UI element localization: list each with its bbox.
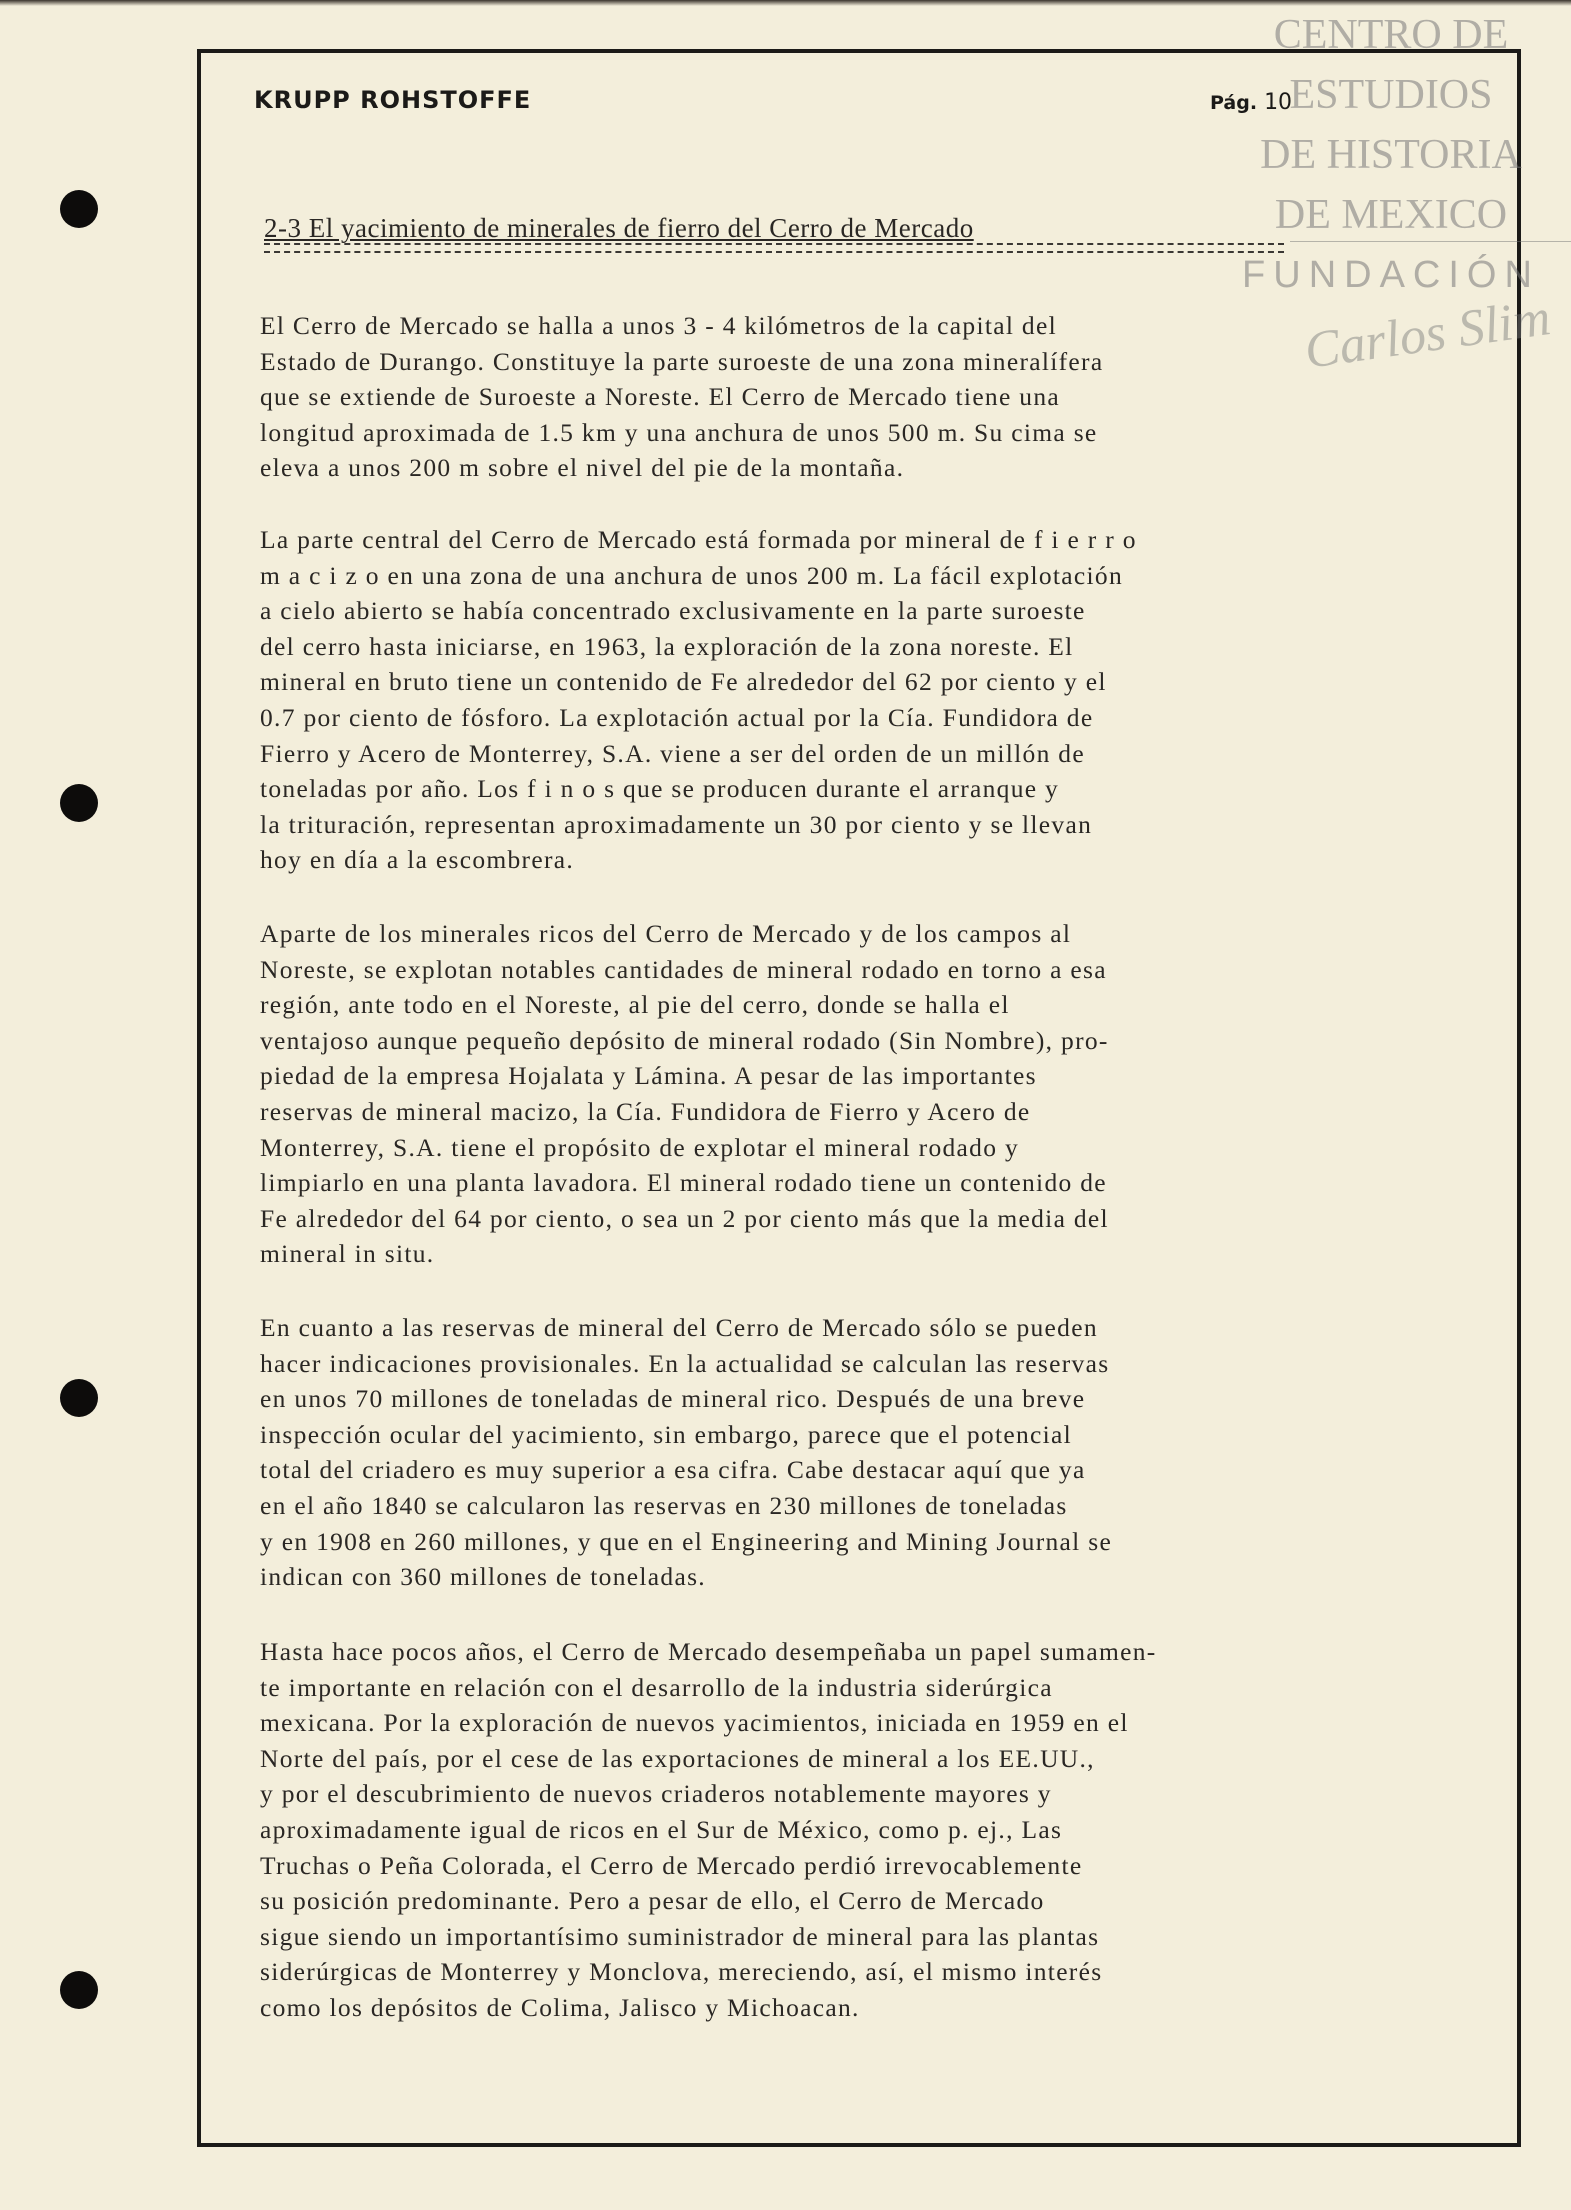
text-line: toneladas por año. Los f i n o s que se producen durante el arranque y: [260, 774, 1060, 804]
paragraph: [260, 522, 1137, 878]
text-line: te importante en relación con el desarrollo de la industria siderúrgica: [260, 1672, 1053, 1702]
page-number: [1210, 90, 1292, 115]
text-line: piedad de la empresa Hojalata y Lámina. A pesar de las importantes: [260, 1061, 1037, 1091]
company-header: KRUPP ROHSTOFFE: [254, 86, 532, 114]
text-line: indican con 360 millones de toneladas.: [260, 1562, 706, 1592]
text-line: del cerro hasta iniciarse, en 1963, la exploración de la zona noreste. El: [260, 631, 1074, 661]
text-line: Estado de Durango. Constituye la parte suroeste de una zona mineralífera: [260, 346, 1104, 376]
watermark-rule: [1290, 241, 1571, 242]
page-number-value: 10: [1264, 90, 1293, 115]
text-line: siderúrgicas de Monterrey y Monclova, mereciendo, así, el mismo interés: [260, 1957, 1103, 1987]
text-line: en el año 1840 se calcularon las reservas en 230 millones de toneladas: [260, 1490, 1068, 1520]
paragraph: [260, 1634, 1157, 2026]
watermark-line: DE MEXICO: [1274, 192, 1508, 238]
text-line: total del criadero es muy superior a esa cifra. Cabe destacar aquí que ya: [260, 1455, 1086, 1485]
binder-hole: [60, 784, 98, 822]
text-line: hacer indicaciones provisionales. En la actualidad se calculan las reservas: [260, 1348, 1110, 1378]
binder-hole: [60, 190, 98, 228]
text-line: y en 1908 en 260 millones, y que en el Engineering and Mining Journal se: [260, 1526, 1113, 1556]
text-line: eleva a unos 200 m sobre el nivel del pie de la montaña.: [260, 453, 905, 483]
text-line: la trituración, representan aproximadamente un 30 por ciento y se llevan: [260, 809, 1093, 839]
text-line: que se extiende de Suroeste a Noreste. El Cerro de Mercado tiene una: [260, 382, 1060, 412]
watermark-signature: Carlos Slim: [1301, 289, 1554, 380]
title-double-underline: [264, 243, 1284, 253]
text-line: mexicana. Por la exploración de nuevos yacimientos, iniciada en 1959 en el: [260, 1708, 1129, 1738]
watermark-line: DE HISTORIA: [1260, 132, 1522, 178]
paragraph: [260, 916, 1109, 1272]
text-line: inspección ocular del yacimiento, sin embargo, parece que el potencial: [260, 1419, 1073, 1449]
watermark: [1241, 5, 1541, 305]
text-line: aproximadamente igual de ricos en el Sur de México, como p. ej., Las: [260, 1814, 1063, 1844]
watermark-line: ESTUDIOS: [1289, 72, 1493, 118]
text-line: Monterrey, S.A. tiene el propósito de explotar el mineral rodado y: [260, 1132, 1019, 1162]
paragraph: [260, 308, 1103, 486]
text-line: Aparte de los minerales ricos del Cerro de Mercado y de los campos al: [260, 919, 1072, 948]
text-line: En cuanto a las reservas de mineral del Cerro de Mercado sólo se pueden: [260, 1313, 1098, 1342]
text-line: Noreste, se explotan notables cantidades de mineral rodado en torno a esa: [260, 954, 1107, 984]
text-line: su posición predominante. Pero a pesar de ello, el Cerro de Mercado: [260, 1886, 1045, 1916]
text-line: mineral en bruto tiene un contenido de Fe alrededor del 62 por ciento y el: [260, 667, 1107, 697]
watermark-line: CENTRO DE: [1273, 12, 1509, 58]
text-line: ventajoso aunque pequeño depósito de mineral rodado (Sin Nombre), pro-: [260, 1025, 1109, 1055]
binder-hole: [60, 1971, 98, 2009]
text-line: m a c i z o en una zona de una anchura de unos 200 m. La fácil explotación: [260, 560, 1124, 590]
text-line: sigue siendo un importantísimo suministrador de mineral para las plantas: [260, 1921, 1100, 1951]
text-line: región, ante todo en el Noreste, al pie del cerro, donde se halla el: [260, 990, 1010, 1020]
text-line: longitud aproximada de 1.5 km y una anchura de unos 500 m. Su cima se: [260, 417, 1098, 447]
text-line: Fierro y Acero de Monterrey, S.A. viene a ser del orden de un millón de: [260, 738, 1085, 768]
text-line: como los depósitos de Colima, Jalisco y Michoacan.: [260, 1992, 860, 2022]
text-line: La parte central del Cerro de Mercado está formada por mineral de f i e r r o: [260, 525, 1137, 554]
binder-hole: [60, 1379, 98, 1417]
text-line: y por el descubrimiento de nuevos criaderos notablemente mayores y: [260, 1779, 1052, 1809]
text-line: Norte del país, por el cese de las exportaciones de mineral a los EE.UU.,: [260, 1743, 1095, 1773]
text-line: Fe alrededor del 64 por ciento, o sea un 2 por ciento más que la media del: [260, 1203, 1109, 1233]
text-line: en unos 70 millones de toneladas de mineral rico. Después de una breve: [260, 1384, 1086, 1414]
text-line: limpiarlo en una planta lavadora. El mineral rodado tiene un contenido de: [260, 1168, 1107, 1198]
text-line: hoy en día a la escombrera.: [260, 845, 575, 875]
section-title: 2-3 El yacimiento de minerales de fierro del Cerro de Mercado: [264, 213, 974, 243]
text-line: mineral in situ.: [260, 1239, 435, 1269]
text-line: Hasta hace pocos años, el Cerro de Mercado desempeñaba un papel sumamen-: [260, 1637, 1157, 1666]
text-line: El Cerro de Mercado se halla a unos 3 - 4 kilómetros de la capital del: [260, 311, 1057, 340]
watermark-line: FUNDACIÓN: [1242, 254, 1540, 296]
text-line: a cielo abierto se había concentrado exclusivamente en la parte suroeste: [260, 596, 1086, 626]
text-line: reservas de mineral macizo, la Cía. Fundidora de Fierro y Acero de: [260, 1096, 1031, 1126]
paragraph: [260, 1310, 1112, 1595]
text-line: Truchas o Peña Colorada, el Cerro de Mercado perdió irrevocablemente: [260, 1850, 1083, 1880]
text-line: 0.7 por ciento de fósforo. La explotación actual por la Cía. Fundidora de: [260, 702, 1094, 732]
page-label: Pág.: [1210, 92, 1258, 114]
